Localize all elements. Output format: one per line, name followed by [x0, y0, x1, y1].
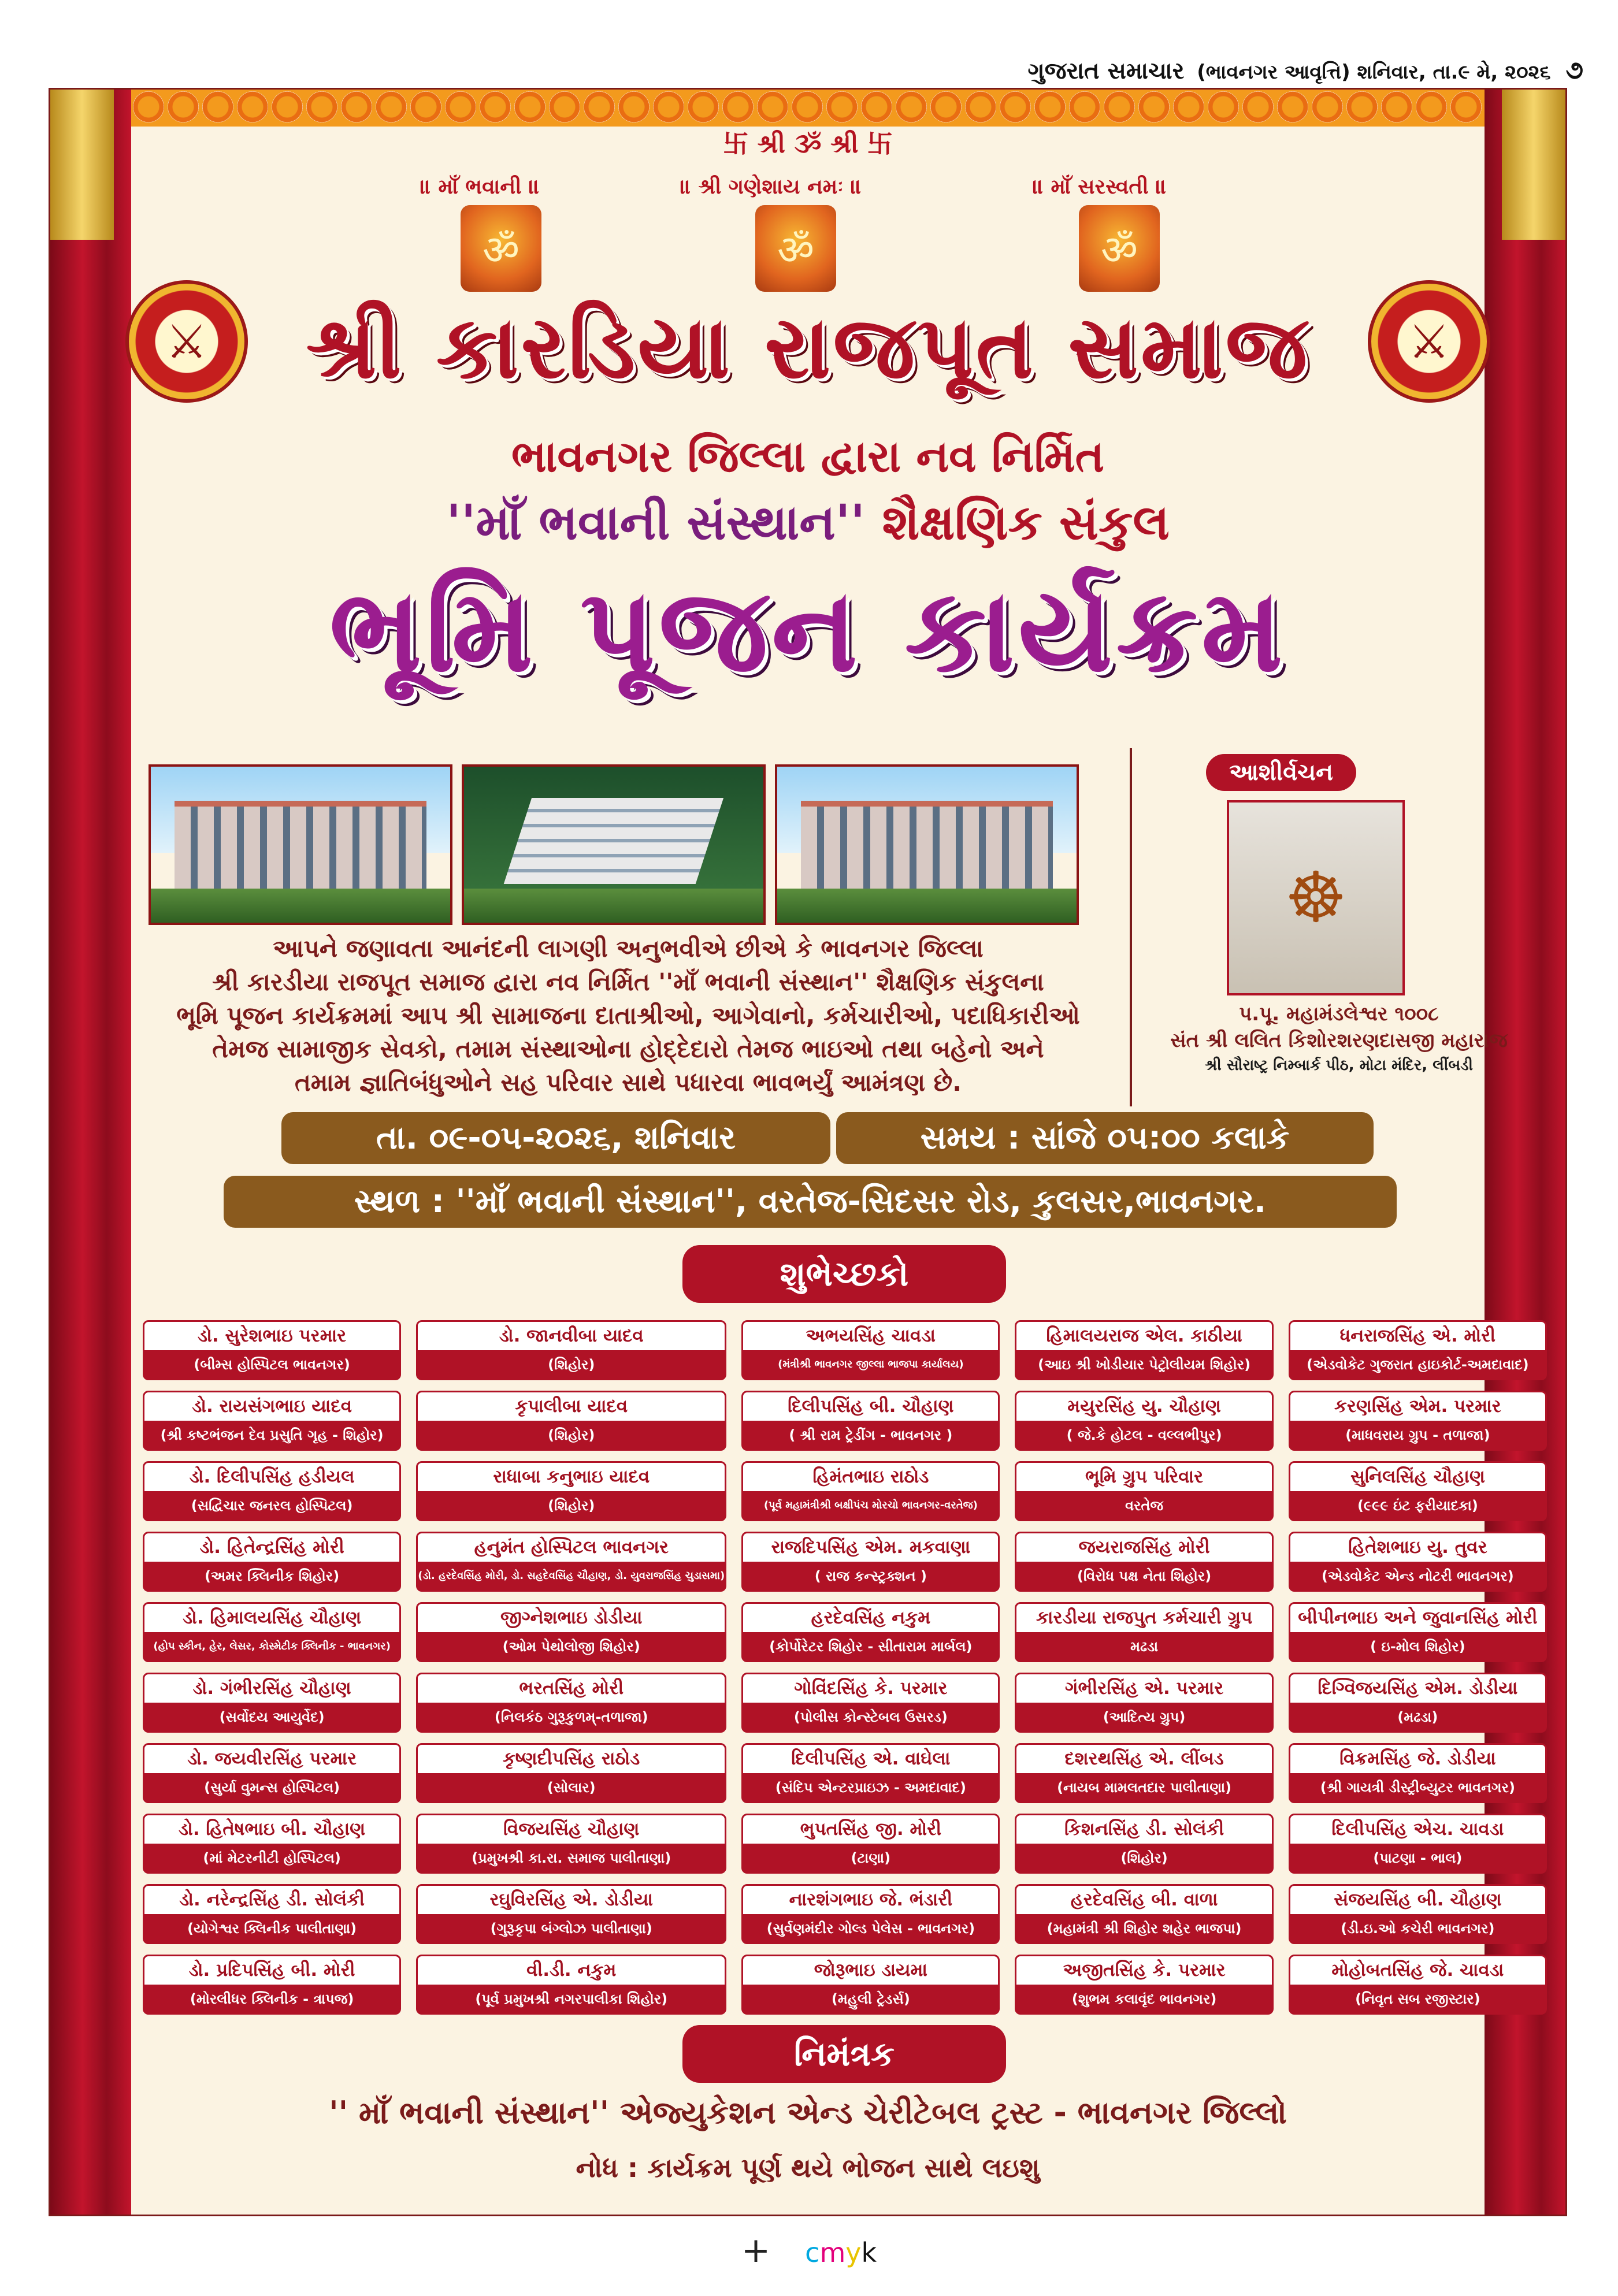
- wisher-name: વિક્રમસિંહ જે. ડોડીયા: [1339, 1748, 1496, 1769]
- wisher-name: અભયસિંહ ચાવડા: [806, 1325, 936, 1346]
- wisher-affiliation: (નિલકંઠ ગુરૂકુળમ્-તળાજા): [418, 1703, 725, 1731]
- wisher-affiliation: (શિહોર): [1016, 1844, 1271, 1872]
- wisher-card: [143, 1461, 401, 1521]
- wisher-name: ડો. ગંભીરસિંહ ચૌહાણ: [192, 1678, 351, 1699]
- wisher-affiliation: (બીમ્સ હોસ્પિટલ ભાવનગર): [144, 1350, 399, 1379]
- wisher-name: ભુપતસિંહ જી. મોરી: [800, 1819, 941, 1840]
- newspaper-masthead: [1028, 55, 1583, 85]
- wisher-name: વી.ડી. નકુમ: [526, 1960, 617, 1981]
- wisher-card: [741, 1673, 1000, 1733]
- wisher-card: [741, 1320, 1000, 1380]
- wisher-card: [741, 1602, 1000, 1662]
- wisher-name: હરદેવસિંહ નકુમ: [811, 1607, 931, 1628]
- wisher-card: [416, 1320, 726, 1380]
- wisher-name: કરણસિંહ એમ. પરમાર: [1334, 1396, 1501, 1417]
- wisher-card: [416, 1884, 726, 1944]
- wisher-card: [416, 1814, 726, 1874]
- page-number: ૭: [1565, 55, 1583, 85]
- wisher-affiliation: (પ્રમુખશ્રી કા.રા. સમાજ પાલીતાણા): [418, 1844, 725, 1872]
- event-venue: સ્થળ : ''માઁ ભવાની સંસ્થાન'', વરતેજ-સિદસર રોડ, કુલસર,ભાવનગર.: [224, 1176, 1397, 1228]
- blessing-badge: આશીર્વચન: [1206, 754, 1356, 791]
- institute-complex: શૈક્ષણિક સંકુલ: [865, 494, 1170, 551]
- wisher-name: મયુરસિંહ યુ. ચૌહાણ: [1067, 1396, 1221, 1417]
- blessing-title: પ.પૂ. મહામંડલેશ્વર ૧૦૦૮: [1239, 1002, 1439, 1026]
- wisher-card: [1015, 1743, 1273, 1803]
- wisher-affiliation: (ટાણા): [743, 1844, 998, 1872]
- wisher-card: [1015, 1320, 1273, 1380]
- deity-label-left: ॥ માઁ ભવાની ॥: [420, 175, 540, 199]
- wisher-affiliation: (સંદિપ એન્ટરપ્રાઇઝ - અમદાવાદ): [743, 1773, 998, 1801]
- wisher-name: હિતેશભાઇ યુ. તુવર: [1348, 1537, 1487, 1558]
- wisher-card: [416, 1955, 726, 2015]
- wisher-name: ડો. રાયસંગભાઇ યાદવ: [192, 1396, 352, 1417]
- deity-label-right: ॥ માઁ સરસ્વતી ॥: [1033, 175, 1167, 199]
- wisher-card: [1015, 1673, 1273, 1733]
- wisher-name: સુનિલસિંહ ચૌહાણ: [1350, 1466, 1485, 1487]
- building-photo-side: [775, 764, 1079, 925]
- wisher-affiliation: (સદ્વિચાર જનરલ હોસ્પિટલ): [144, 1491, 399, 1519]
- mantra: 卐 શ્રી ૐ શ્રી 卐: [723, 129, 893, 159]
- wisher-card: [143, 1884, 401, 1944]
- wisher-affiliation: (સુર્વણમંદીર ગોલ્ડ પેલેસ - ભાવનગર): [743, 1914, 998, 1942]
- wisher-card: [416, 1743, 726, 1803]
- saraswati-icon: ॐ: [1079, 205, 1160, 292]
- wisher-card: [1289, 1743, 1547, 1803]
- building-photo-aerial: [462, 764, 766, 925]
- wisher-name: નારશંગભાઇ જે. ભંડારી: [789, 1889, 953, 1910]
- wisher-affiliation: (શિહોર): [418, 1421, 725, 1449]
- wisher-card: [1289, 1673, 1547, 1733]
- invitation-line: તેમજ સામાજીક સેવકો, તમામ સંસ્થાઓના હોદ્દેદારો તેમજ ભાઇઓ તથા બહેનો અને: [212, 1035, 1044, 1063]
- wisher-name: હિમંતભાઇ રાઠોડ: [812, 1466, 929, 1487]
- wisher-name: દિલીપસિંહ એ. વાઘેલા: [791, 1748, 951, 1769]
- wisher-card: [143, 1532, 401, 1592]
- wisher-card: [1289, 1602, 1547, 1662]
- wisher-name: દિગ્વિજયસિંહ એમ. ડોડીયા: [1318, 1678, 1518, 1699]
- wisher-name: ડો. સુરેશભાઇ પરમાર: [198, 1325, 347, 1346]
- wisher-affiliation: (સોલાર): [418, 1773, 725, 1801]
- wisher-card: [143, 1320, 401, 1380]
- flower-garland: [131, 90, 1485, 127]
- wisher-name: કૃષ્ણદીપસિંહ રાઠોડ: [503, 1748, 640, 1769]
- wisher-name: હિમાલયરાજ એલ. કાઠીયા: [1046, 1325, 1242, 1346]
- institute-name: ''માઁ ભવાની સંસ્થાન'': [446, 494, 866, 551]
- registration-mark: +: [741, 2230, 771, 2271]
- wisher-card: [1015, 1532, 1273, 1592]
- host-heading: નિમંત્રક: [682, 2025, 1006, 2083]
- wisher-name: જીગ્નેશભાઇ ડોડીયા: [500, 1607, 643, 1628]
- wisher-affiliation: (મહુલી ટ્રેડર્સ): [743, 1985, 998, 2013]
- samaj-emblem-icon: ⚔: [125, 280, 248, 403]
- wisher-affiliation: (યોગેશ્વર ક્લિનીક પાલીતાણા): [144, 1914, 399, 1942]
- wisher-affiliation: (પૂર્વ પ્રમુખશ્રી નગરપાલીકા શિહોર): [418, 1985, 725, 2013]
- wisher-name: દિલીપસિંહ બી. ચૌહાણ: [788, 1396, 954, 1417]
- samaj-emblem-icon: ⚔: [1368, 280, 1490, 403]
- building-photo-front: [149, 764, 452, 925]
- wisher-card: [1015, 1884, 1273, 1944]
- wisher-card: [1289, 1391, 1547, 1451]
- wisher-card: [416, 1391, 726, 1451]
- wisher-affiliation: (ગુરૂકૃપા બંગ્લોઝ પાલીતાણા): [418, 1914, 725, 1942]
- wisher-name: ડો. હિમાલયસિંહ ચૌહાણ: [183, 1607, 362, 1628]
- wisher-name: ભૂમિ ગ્રુપ પરિવાર: [1085, 1466, 1204, 1487]
- wisher-card: [416, 1532, 726, 1592]
- wisher-card: [143, 1602, 401, 1662]
- wisher-affiliation: (૯૯૯ ઇંટ ફરીયાદકા): [1290, 1491, 1545, 1519]
- wisher-affiliation: (હોપ સ્કીન, હેર, લેસર, કોસ્મેટીક ક્લિનીક - ભાવનગર): [144, 1632, 399, 1660]
- wisher-name: દશરથસિંહ એ. લીંબડ: [1064, 1748, 1224, 1769]
- wisher-affiliation: (શુભમ કલાવૃંદ ભાવનગર): [1016, 1985, 1271, 2013]
- wisher-name: ડો. નરેન્દ્રસિંહ ડી. સોલંકી: [179, 1889, 365, 1910]
- wisher-card: [741, 1743, 1000, 1803]
- wisher-affiliation: (મંત્રીશ્રી ભાવનગર જીલ્લા ભાજપા કાર્યાલય): [743, 1350, 998, 1379]
- wisher-affiliation: (વિરોધ પક્ષ નેતા શિહોર): [1016, 1562, 1271, 1590]
- event-title: ભૂમિ પૂજન કાર્યક્રમ: [329, 563, 1287, 698]
- subtitle-district: ભાવનગર જિલ્લા દ્વારા નવ નિર્મિત: [511, 430, 1104, 482]
- host-trust: '' માઁ ભવાની સંસ્થાન'' એજ્યુકેશન એન્ડ ચેરીટેબલ ટ્રસ્ટ - ભાવનગર જિલ્લો: [329, 2094, 1287, 2131]
- wisher-card: [1289, 1955, 1547, 2015]
- wisher-name: હનુમંત હોસ્પિટલ ભાવનગર: [474, 1537, 669, 1558]
- wisher-name: સંજયસિંહ બી. ચૌહાણ: [1334, 1889, 1502, 1910]
- invitation-line: તમામ જ્ઞાતિબંધુઓને સહ પરિવાર સાથે પધારવા ભાવભર્યું આમંત્રણ છે.: [294, 1068, 962, 1097]
- wisher-name: ગંભીરસિંહ એ. પરમાર: [1065, 1678, 1224, 1699]
- wishers-grid: [143, 1320, 1547, 2015]
- wisher-affiliation: (ડી.ઇ.ઓ કચેરી ભાવનગર): [1290, 1914, 1545, 1942]
- wisher-card: [1015, 1461, 1273, 1521]
- wisher-name: ડો. જાનવીબા યાદવ: [499, 1325, 644, 1346]
- wisher-card: [143, 1814, 401, 1874]
- wisher-card: [1289, 1320, 1547, 1380]
- wisher-name: કિશનસિંહ ડી. સોલંકી: [1064, 1819, 1224, 1840]
- wisher-card: [1289, 1532, 1547, 1592]
- cmyk-k: k: [861, 2237, 877, 2268]
- deity-label-center: ॥ શ્રી ગણેશાય નમઃ ॥: [680, 175, 862, 199]
- wisher-card: [1289, 1884, 1547, 1944]
- wisher-name: ગોવિંદસિંહ કે. પરમાર: [794, 1678, 948, 1699]
- wisher-affiliation: વરતેજ: [1016, 1491, 1271, 1519]
- wisher-name: હરદેવસિંહ બી. વાળા: [1070, 1889, 1218, 1910]
- durga-icon: ॐ: [461, 205, 541, 292]
- wisher-affiliation: ( ઇ-મોલ શિહોર): [1290, 1632, 1545, 1660]
- wisher-affiliation: (શ્રી કષ્ટભંજન દેવ પ્રસુતિ ગૃહ - શિહોર): [144, 1421, 399, 1449]
- wisher-affiliation: (એડવોકેટ ગુજરાત હાઇકોર્ટ-અમદાવાદ): [1290, 1350, 1545, 1379]
- wisher-name: કૃપાલીબા યાદવ: [515, 1396, 628, 1417]
- wisher-name: બીપીનભાઇ અને જુવાનસિંહ મોરી: [1298, 1607, 1538, 1628]
- wisher-card: [1015, 1955, 1273, 2015]
- event-date: તા. ૦૯-૦૫-૨૦૨૬, શનિવાર: [281, 1112, 830, 1164]
- curtain-left: [50, 90, 131, 2215]
- print-footer: [0, 2230, 1618, 2271]
- wisher-affiliation: (શિહોર): [418, 1491, 725, 1519]
- wisher-name: ડો. પ્રદિપસિંહ બી. મોરી: [188, 1960, 355, 1981]
- wisher-affiliation: (પોલીસ કોન્સ્ટેબલ ઉસરડ): [743, 1703, 998, 1731]
- wisher-name: ડો. હિતેન્દ્રસિંહ મોરી: [199, 1537, 344, 1558]
- invitation-line: આપને જણાવતા આનંદની લાગણી અનુભવીએ છીએ કે ભાવનગર જિલ્લા: [273, 934, 984, 963]
- wisher-card: [1289, 1814, 1547, 1874]
- wisher-affiliation: (ઓમ પેથોલોજી શિહોર): [418, 1632, 725, 1660]
- wisher-affiliation: (આઇ શ્રી ખોડીયાર પેટ્રોલીયમ શિહોર): [1016, 1350, 1271, 1379]
- wishers-heading: શુભેચ્છકો: [682, 1245, 1006, 1303]
- wisher-name: અજીતસિંહ કે. પરમાર: [1063, 1960, 1226, 1981]
- wisher-affiliation: (સર્વોદય આયુર્વેદ): [144, 1703, 399, 1731]
- wisher-affiliation: (નાયબ મામલતદાર પાલીતાણા): [1016, 1773, 1271, 1801]
- invitation-text: [131, 932, 1125, 1099]
- wisher-affiliation: (શિહોર): [418, 1350, 725, 1379]
- wisher-affiliation: ( શ્રી રામ ટ્રેડીંગ - ભાવનગર ): [743, 1421, 998, 1449]
- wisher-card: [143, 1955, 401, 2015]
- wisher-card: [741, 1955, 1000, 2015]
- wisher-name: દિલીપસિંહ એચ. ચાવડા: [1331, 1819, 1504, 1840]
- wisher-name: ડો. જયવીરસિંહ પરમાર: [187, 1748, 357, 1769]
- wisher-affiliation: (માં મેટરનીટી હોસ્પિટલ): [144, 1844, 399, 1872]
- wisher-card: [416, 1461, 726, 1521]
- wisher-affiliation: (શ્રી ગાયત્રી ડીસ્ટ્રીબ્યુટર ભાવનગર): [1290, 1773, 1545, 1801]
- wisher-card: [741, 1391, 1000, 1451]
- wisher-name: ભરતસિંહ મોરી: [519, 1678, 624, 1699]
- vertical-divider: [1130, 748, 1132, 1106]
- wisher-name: કારડીયા રાજપુત કર્મચારી ગ્રુપ: [1036, 1607, 1253, 1628]
- cmyk-m: m: [819, 2237, 846, 2268]
- wisher-affiliation: (નિવૃત સબ રજીસ્ટાર): [1290, 1985, 1545, 2013]
- wisher-affiliation: (પૂર્વ મહામંત્રીશ્રી બક્ષીપંચ મોરચો ભાવનગર-વરતેજ): [743, 1491, 998, 1519]
- wisher-card: [741, 1461, 1000, 1521]
- wisher-card: [1015, 1602, 1273, 1662]
- wisher-affiliation: (માધવરાય ગ્રુપ - તળાજા): [1290, 1421, 1545, 1449]
- wisher-name: ધનરાજસિંહ એ. મોરી: [1339, 1325, 1496, 1346]
- cmyk-c: c: [805, 2237, 820, 2268]
- wisher-affiliation: (અમર ક્લિનીક શિહોર): [144, 1562, 399, 1590]
- wisher-card: [143, 1743, 401, 1803]
- wisher-affiliation: (સુર્યા વુમન્સ હોસ્પિટલ): [144, 1773, 399, 1801]
- cmyk-y: y: [845, 2237, 862, 2268]
- wisher-name: જયરાજસિંહ મોરી: [1078, 1537, 1210, 1558]
- wisher-card: [1015, 1814, 1273, 1874]
- wisher-affiliation: (મઢડા): [1290, 1703, 1545, 1731]
- wisher-affiliation: (મહામંત્રી શ્રી શિહોર શહેર ભાજપા): [1016, 1914, 1271, 1942]
- wisher-name: વિજયસિંહ ચૌહાણ: [503, 1819, 640, 1840]
- organization-title: શ્રી કારડિયા રાજપૂત સમાજ: [306, 298, 1310, 398]
- wisher-affiliation: ( જે.કે હોટલ - વલ્લભીપુર): [1016, 1421, 1271, 1449]
- advertisement-poster: [49, 88, 1567, 2216]
- wisher-name: મોહોબતસિંહ જે. ચાવડા: [1331, 1960, 1504, 1981]
- wisher-name: રાધાબા કનુભાઇ યાદવ: [493, 1466, 650, 1487]
- guru-portrait-icon: ☸: [1227, 800, 1405, 995]
- wisher-card: [1289, 1461, 1547, 1521]
- wisher-affiliation: ( રાજ કન્સ્ટ્રક્શન ): [743, 1562, 998, 1590]
- wisher-card: [416, 1602, 726, 1662]
- ganesh-icon: ॐ: [755, 205, 836, 292]
- blessing-place: શ્રી સૌરાષ્ટ્ર નિમ્બાર્ક પીઠ, મોટા મંદિર, લીંબડી: [1205, 1057, 1473, 1074]
- wisher-name: રાજદિપસિંહ એમ. મકવાણા: [771, 1537, 971, 1558]
- invitation-line: શ્રી કારડીયા રાજપૂત સમાજ દ્વારા નવ નિર્મિત ''માઁ ભવાની સંસ્થાન'' શૈક્ષણિક સંકુલના: [212, 968, 1044, 996]
- wisher-card: [741, 1532, 1000, 1592]
- event-time: સમય : સાંજે ૦૫:૦૦ કલાકે: [836, 1112, 1374, 1164]
- wisher-name: જોરૂભાઇ ડાયમા: [814, 1960, 927, 1981]
- wisher-card: [143, 1673, 401, 1733]
- pillar-left: [50, 90, 114, 240]
- wisher-card: [143, 1391, 401, 1451]
- invitation-line: ભૂમિ પૂજન કાર્યક્રમમાં આપ શ્રી સામાજના દાતાશ્રીઓ, આગેવાનો, કર્મચારીઓ, પદાધિકારીઓ: [176, 1001, 1080, 1030]
- wisher-name: ડો. હિતેષભાઇ બી. ચૌહાણ: [179, 1819, 366, 1840]
- wisher-affiliation: (મોરલીધર ક્લિનીક - ત્રાપજ): [144, 1985, 399, 2013]
- wisher-card: [416, 1673, 726, 1733]
- edition-date: (ભાવનગર આવૃત્તિ) શનિવાર, તા.૯ મે, ૨૦૨૬: [1197, 61, 1551, 84]
- meal-note: નોધ : કાર્યક્રમ પૂર્ણ થયે ભોજન સાથે લઇશુ: [576, 2152, 1040, 2183]
- newspaper-name: ગુજરાત સમાચાર: [1027, 58, 1185, 84]
- wisher-affiliation: (આદિત્ય ગ્રુપ): [1016, 1703, 1271, 1731]
- wisher-affiliation: (કોર્પોરેટર શિહોર - સીતારામ માર્બલ): [743, 1632, 998, 1660]
- subtitle-institute: [50, 494, 1565, 551]
- wisher-card: [1015, 1391, 1273, 1451]
- wisher-affiliation: (એડવોકેટ એન્ડ નોટરી ભાવનગર): [1290, 1562, 1545, 1590]
- wisher-card: [741, 1884, 1000, 1944]
- wisher-name: રઘુવિરસિંહ એ. ડોડીયા: [489, 1889, 653, 1910]
- wisher-affiliation: (પાટણા - ભાલ): [1290, 1844, 1545, 1872]
- wisher-name: ડો. દિલીપસિંહ હડીયલ: [189, 1466, 355, 1487]
- blessing-name: સંત શ્રી લલિત કિશોરશરણદાસજી મહારાજ: [1170, 1029, 1508, 1052]
- wisher-card: [741, 1814, 1000, 1874]
- wisher-affiliation: મઢડા: [1016, 1632, 1271, 1660]
- wisher-affiliation: (ડો. હરદેવસિંહ મોરી, ડો. સહદેવસિંહ ચૌહાણ, ડો. યુવરાજસિંહ ચુડાસમા): [418, 1562, 725, 1590]
- pillar-right: [1502, 90, 1565, 240]
